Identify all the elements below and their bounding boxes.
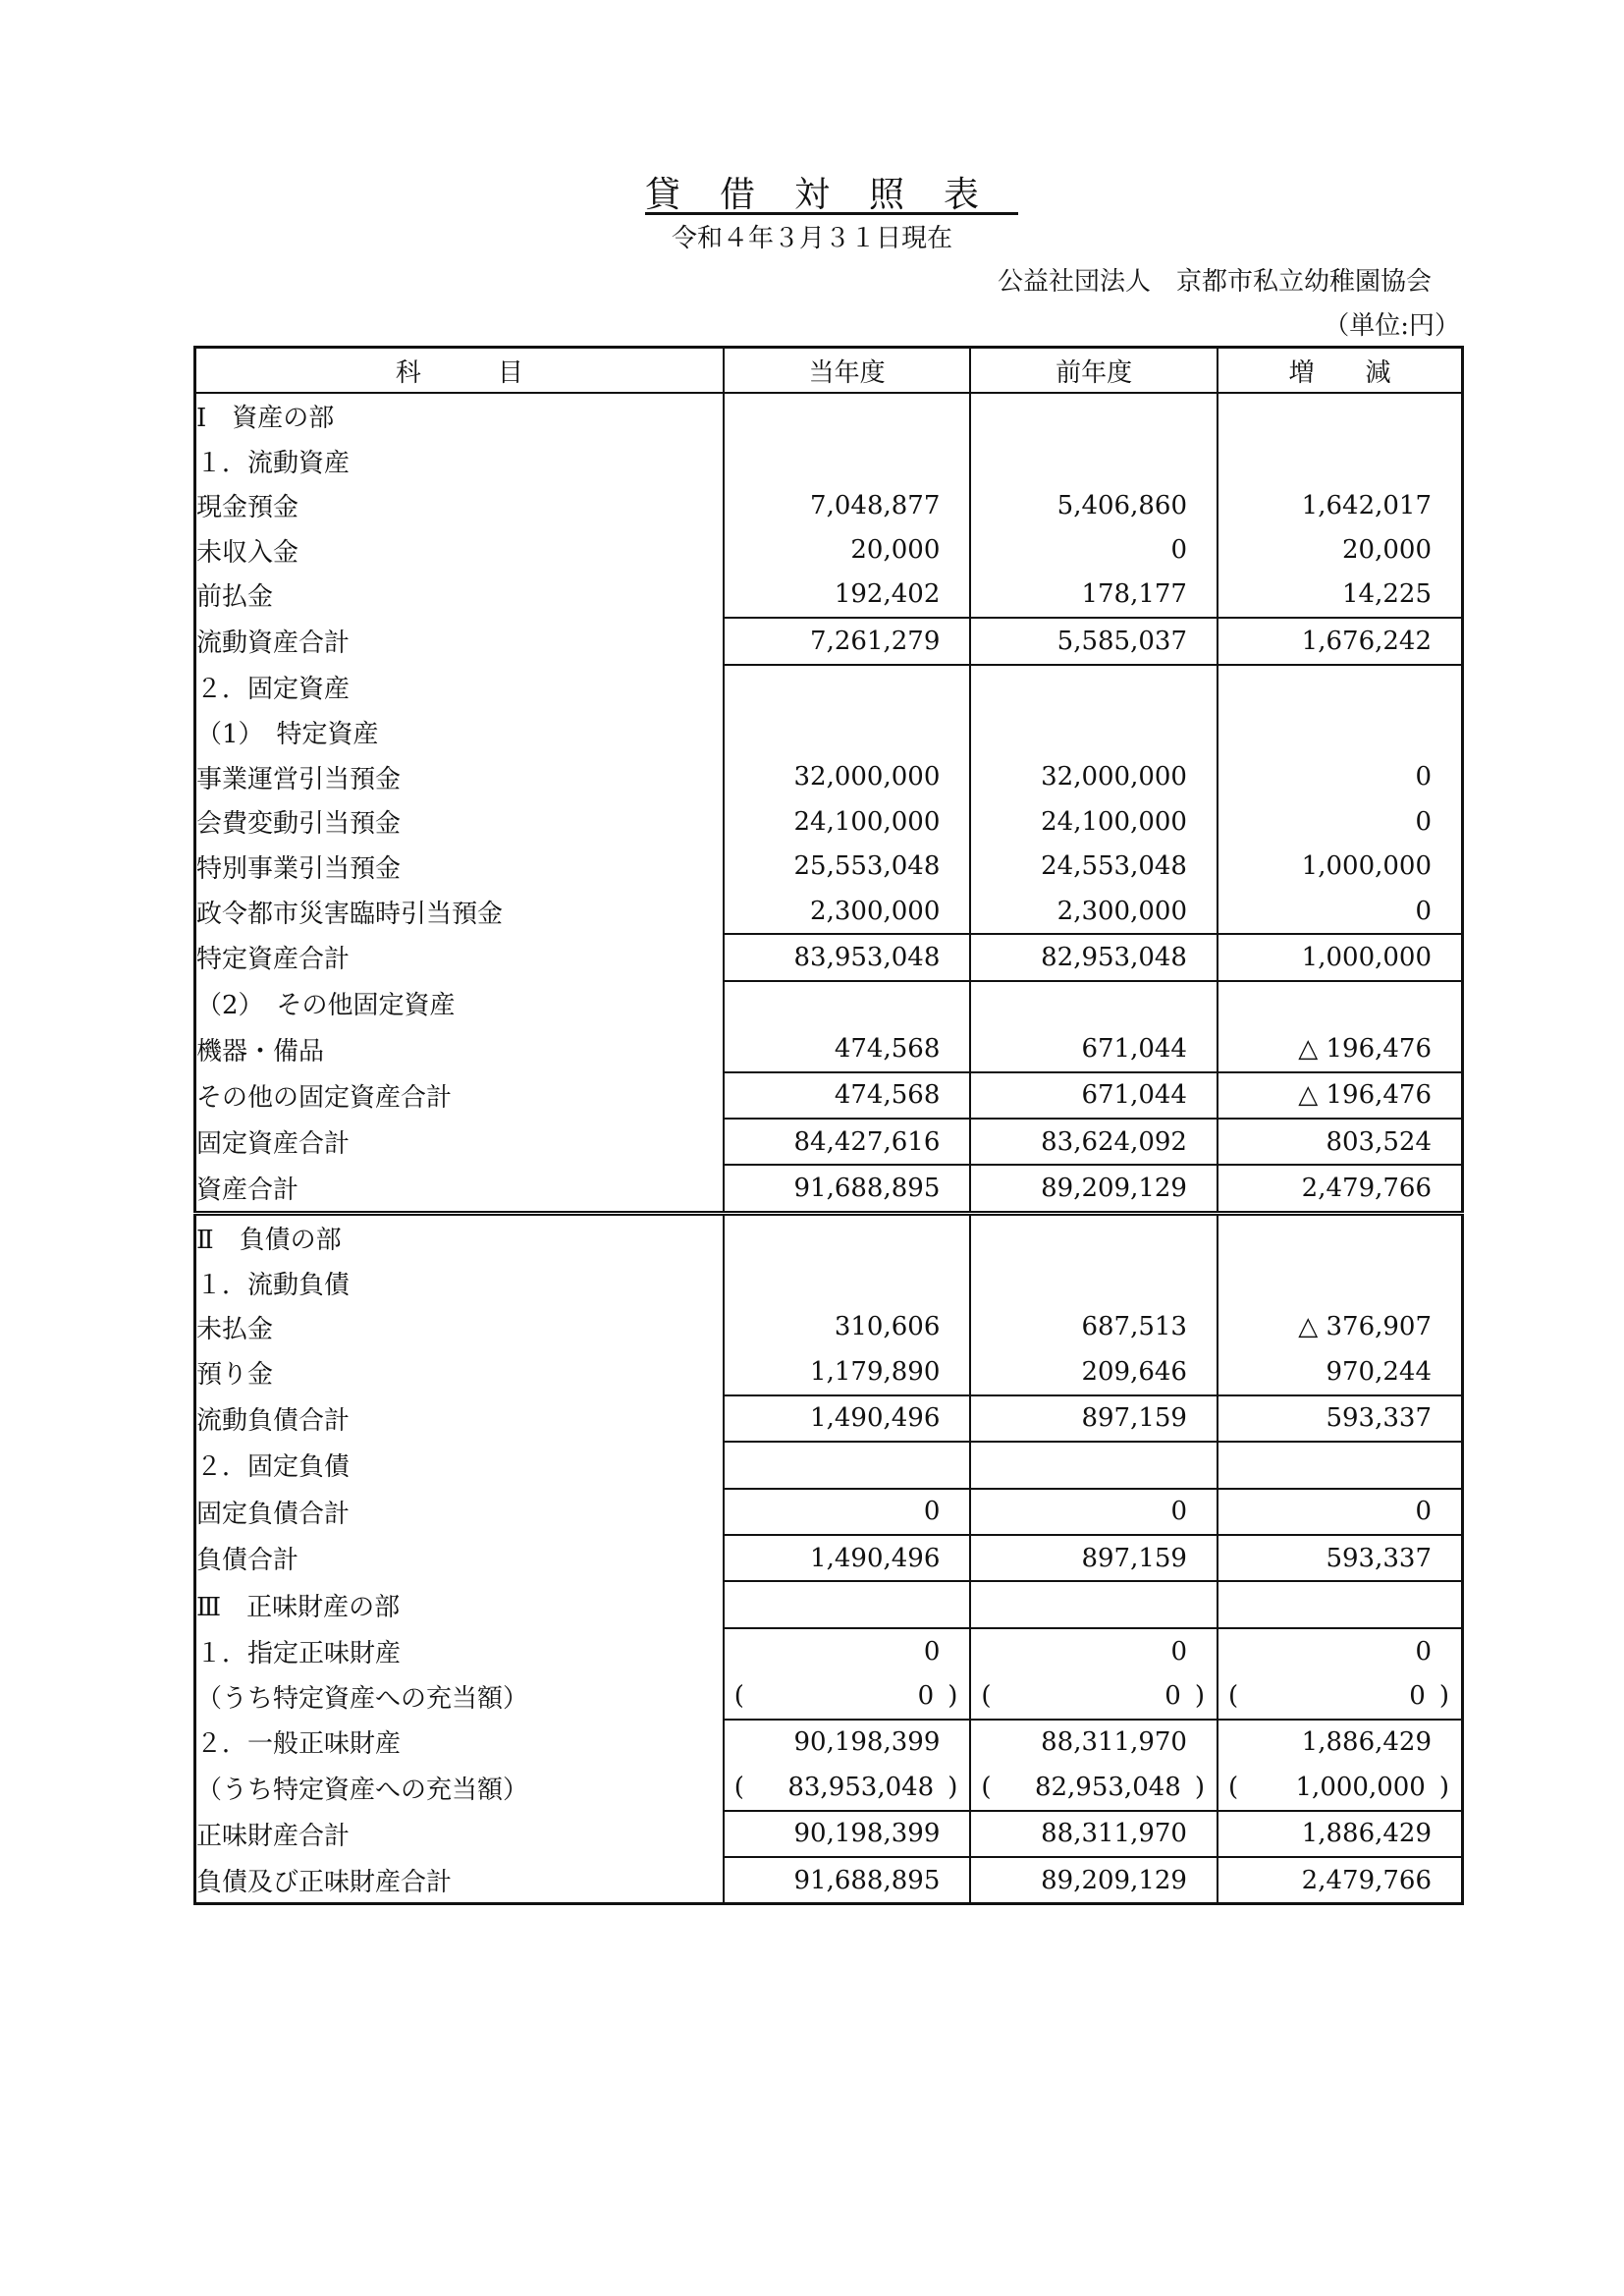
paren-value: 1,000,000 [1295, 1772, 1426, 1802]
previous-year-value: 897,159 [970, 1395, 1218, 1442]
account-label: １．指定正味財産 [196, 1638, 402, 1668]
current-year-value: 1,179,890 [724, 1349, 971, 1394]
account-label: ２．固定負債 [196, 1452, 351, 1483]
table-row [195, 1628, 1463, 1673]
change-value: 14,225 [1218, 573, 1463, 618]
change-value [1218, 710, 1463, 754]
account-label: その他の固定資産合計 [196, 1082, 453, 1113]
previous-year-value: 5,406,860 [970, 483, 1218, 527]
account-label: 前払金 [196, 582, 274, 613]
previous-year-value [970, 981, 1218, 1026]
change-value: △ 376,907 [1218, 1305, 1463, 1349]
current-year-value: 83,953,048 [724, 934, 971, 980]
change-value [1218, 393, 1463, 438]
paren-value: 0 [1164, 1680, 1181, 1711]
previous-year-value: 82,953,048 [970, 934, 1218, 980]
change-value: 803,524 [1218, 1119, 1463, 1165]
table-row [195, 1165, 1463, 1213]
account-label: 特別事業引当預金 [196, 853, 402, 884]
paren-value: 0 [917, 1680, 935, 1711]
previous-year-value [970, 1213, 1218, 1260]
previous-year-value [970, 1260, 1218, 1304]
change-value: 0 [1218, 889, 1463, 934]
current-year-value: 91,688,895 [724, 1857, 971, 1904]
change-value: 970,244 [1218, 1349, 1463, 1394]
current-year-value [724, 665, 971, 710]
account-label: （2） その他固定資産 [196, 991, 456, 1021]
table-row [195, 665, 1463, 710]
table-row [195, 1489, 1463, 1535]
account-label: Ⅱ 負債の部 [196, 1226, 342, 1256]
table-row [195, 527, 1463, 572]
current-year-value: 474,568 [724, 1026, 971, 1071]
change-value: 2,479,766 [1218, 1857, 1463, 1904]
header-account: 科 目 [195, 348, 724, 394]
balance-sheet-table [193, 346, 1464, 1905]
account-label: １．流動負債 [196, 1270, 351, 1300]
table-row [195, 1026, 1463, 1071]
change-value: 0 [1218, 755, 1463, 799]
change-value [1218, 438, 1463, 482]
account-label: 預り金 [196, 1359, 274, 1390]
paren-value: 82,953,048 [1034, 1772, 1181, 1802]
current-year-value: 84,427,616 [724, 1119, 971, 1165]
change-value: 593,337 [1218, 1395, 1463, 1442]
account-label: 未収入金 [196, 537, 299, 568]
previous-year-value: 671,044 [970, 1072, 1218, 1119]
table-row [195, 1213, 1463, 1260]
account-label: （うち特定資産への充当額） [196, 1775, 529, 1805]
account-label: 負債及び正味財産合計 [196, 1867, 453, 1897]
change-value [1218, 981, 1463, 1026]
account-label: 会費変動引当預金 [196, 809, 402, 840]
paren-value: 83,953,048 [787, 1772, 935, 1802]
change-value: 1,000,000 [1218, 934, 1463, 980]
change-value: 1,000,000 [1218, 844, 1463, 888]
account-label: Ⅲ 正味財産の部 [196, 1592, 401, 1622]
close-paren: ) [1438, 1680, 1449, 1711]
table-row [195, 1072, 1463, 1119]
current-year-value: 2,300,000 [724, 889, 971, 934]
table-row [195, 710, 1463, 754]
table-row [195, 1395, 1463, 1442]
previous-year-value: 2,300,000 [970, 889, 1218, 934]
current-year-value: 1,490,496 [724, 1535, 971, 1581]
current-year-value [724, 981, 971, 1026]
change-value: 0 [1218, 1628, 1463, 1673]
table-body [195, 393, 1463, 1904]
change-value: 1,886,429 [1218, 1720, 1463, 1765]
change-value [1218, 1673, 1463, 1719]
previous-year-value: 89,209,129 [970, 1165, 1218, 1213]
account-label: 機器・備品 [196, 1036, 325, 1066]
account-label: ２．固定資産 [196, 675, 351, 705]
current-year-value: 90,198,399 [724, 1720, 971, 1765]
change-value [1218, 1442, 1463, 1488]
current-year-value [724, 1581, 971, 1627]
current-year-value: 91,688,895 [724, 1165, 971, 1213]
table-header-row [195, 348, 1463, 394]
current-year-value: 7,048,877 [724, 483, 971, 527]
account-label: 未払金 [196, 1314, 274, 1344]
table-row [195, 1349, 1463, 1394]
report-date: 令和４年３月３１日現在 [671, 224, 952, 253]
close-paren: ) [947, 1680, 958, 1711]
previous-year-value [970, 665, 1218, 710]
previous-year-value: 209,646 [970, 1349, 1218, 1394]
change-value [1218, 1765, 1463, 1810]
current-year-value [724, 393, 971, 438]
current-year-value [724, 1213, 971, 1260]
change-value: △ 196,476 [1218, 1026, 1463, 1071]
close-paren: ) [1194, 1680, 1205, 1711]
current-year-value: 90,198,399 [724, 1811, 971, 1857]
change-value: △ 196,476 [1218, 1072, 1463, 1119]
previous-year-value: 0 [970, 1628, 1218, 1673]
close-paren: ) [947, 1772, 958, 1802]
account-label: 特定資産合計 [196, 945, 351, 975]
table-row [195, 1535, 1463, 1581]
current-year-value: 0 [724, 1489, 971, 1535]
previous-year-value: 32,000,000 [970, 755, 1218, 799]
previous-year-value: 88,311,970 [970, 1720, 1218, 1765]
previous-year-value: 178,177 [970, 573, 1218, 618]
current-year-value: 20,000 [724, 527, 971, 572]
change-value: 1,642,017 [1218, 483, 1463, 527]
current-year-value: 7,261,279 [724, 618, 971, 664]
open-paren: ( [1227, 1772, 1239, 1802]
previous-year-value: 83,624,092 [970, 1119, 1218, 1165]
current-year-value [724, 1673, 971, 1719]
table-row [195, 844, 1463, 888]
account-label: 固定負債合計 [196, 1499, 351, 1529]
account-label: 負債合計 [196, 1546, 299, 1576]
account-label: （1） 特定資産 [196, 720, 379, 750]
previous-year-value [970, 438, 1218, 482]
current-year-value: 310,606 [724, 1305, 971, 1349]
previous-year-value: 89,209,129 [970, 1857, 1218, 1904]
previous-year-value: 24,100,000 [970, 799, 1218, 844]
organization-name: 公益社団法人 京都市私立幼稚園協会 [997, 267, 1432, 297]
account-label: 流動資産合計 [196, 629, 351, 659]
change-value [1218, 1260, 1463, 1304]
table-row [195, 1857, 1463, 1904]
previous-year-value: 687,513 [970, 1305, 1218, 1349]
table-row [195, 799, 1463, 844]
header-current-year: 当年度 [724, 348, 971, 394]
table-row [195, 889, 1463, 934]
current-year-value [724, 710, 971, 754]
current-year-value: 24,100,000 [724, 799, 971, 844]
previous-year-value: 897,159 [970, 1535, 1218, 1581]
table-row [195, 483, 1463, 527]
previous-year-value [970, 1581, 1218, 1627]
table-row [195, 1305, 1463, 1349]
previous-year-value: 671,044 [970, 1026, 1218, 1071]
change-value [1218, 1213, 1463, 1260]
previous-year-value [970, 393, 1218, 438]
change-value: 20,000 [1218, 527, 1463, 572]
current-year-value: 25,553,048 [724, 844, 971, 888]
close-paren: ) [1194, 1772, 1205, 1802]
previous-year-value: 24,553,048 [970, 844, 1218, 888]
account-label: １．流動資産 [196, 448, 351, 478]
table-row [195, 1119, 1463, 1165]
account-label: Ⅰ 資産の部 [196, 404, 335, 434]
table-row [195, 1765, 1463, 1810]
change-value [1218, 1581, 1463, 1627]
account-label: 正味財産合計 [196, 1821, 351, 1851]
header-change: 増 減 [1218, 348, 1463, 394]
table-row [195, 618, 1463, 664]
table-row [195, 1442, 1463, 1488]
current-year-value: 32,000,000 [724, 755, 971, 799]
document-title: 貸借対照表 [644, 175, 1018, 215]
open-paren: ( [733, 1772, 744, 1802]
table-row [195, 1720, 1463, 1765]
header-previous-year: 前年度 [970, 348, 1218, 394]
previous-year-value: 5,585,037 [970, 618, 1218, 664]
change-value: 0 [1218, 799, 1463, 844]
current-year-value: 192,402 [724, 573, 971, 618]
current-year-value [724, 1442, 971, 1488]
change-value: 0 [1218, 1489, 1463, 1535]
account-label: ２．一般正味財産 [196, 1729, 402, 1760]
table-row [195, 1673, 1463, 1719]
previous-year-value [970, 1442, 1218, 1488]
previous-year-value [970, 710, 1218, 754]
table-row [195, 1581, 1463, 1627]
unit-label: （単位:円） [1324, 311, 1460, 341]
table-row [195, 393, 1463, 438]
change-value [1218, 665, 1463, 710]
account-label: 資産合計 [195, 1165, 724, 1213]
current-year-value [724, 438, 971, 482]
account-label: （うち特定資産への充当額） [196, 1683, 529, 1714]
current-year-value: 474,568 [724, 1072, 971, 1119]
table-row [195, 981, 1463, 1026]
table-row [195, 755, 1463, 799]
account-label: 現金預金 [196, 493, 299, 523]
table-row [195, 934, 1463, 980]
open-paren: ( [733, 1680, 744, 1711]
account-label: 政令都市災害臨時引当預金 [196, 899, 504, 929]
account-label: 流動負債合計 [196, 1405, 351, 1436]
paren-value: 0 [1409, 1680, 1426, 1711]
change-value: 2,479,766 [1218, 1165, 1463, 1213]
previous-year-value: 0 [970, 1489, 1218, 1535]
previous-year-value [970, 1673, 1218, 1719]
change-value: 593,337 [1218, 1535, 1463, 1581]
current-year-value [724, 1765, 971, 1810]
current-year-value [724, 1260, 971, 1304]
table-row [195, 1260, 1463, 1304]
open-paren: ( [1227, 1680, 1239, 1711]
previous-year-value [970, 1765, 1218, 1810]
account-label: 事業運営引当預金 [196, 764, 402, 794]
open-paren: ( [981, 1680, 992, 1711]
current-year-value: 0 [724, 1628, 971, 1673]
table-row [195, 1811, 1463, 1857]
previous-year-value: 0 [970, 527, 1218, 572]
account-label: 固定資産合計 [196, 1129, 351, 1160]
current-year-value: 1,490,496 [724, 1395, 971, 1442]
change-value: 1,676,242 [1218, 618, 1463, 664]
open-paren: ( [981, 1772, 992, 1802]
change-value: 1,886,429 [1218, 1811, 1463, 1857]
table-row [195, 573, 1463, 618]
previous-year-value: 88,311,970 [970, 1811, 1218, 1857]
close-paren: ) [1438, 1772, 1449, 1802]
table-row [195, 438, 1463, 482]
